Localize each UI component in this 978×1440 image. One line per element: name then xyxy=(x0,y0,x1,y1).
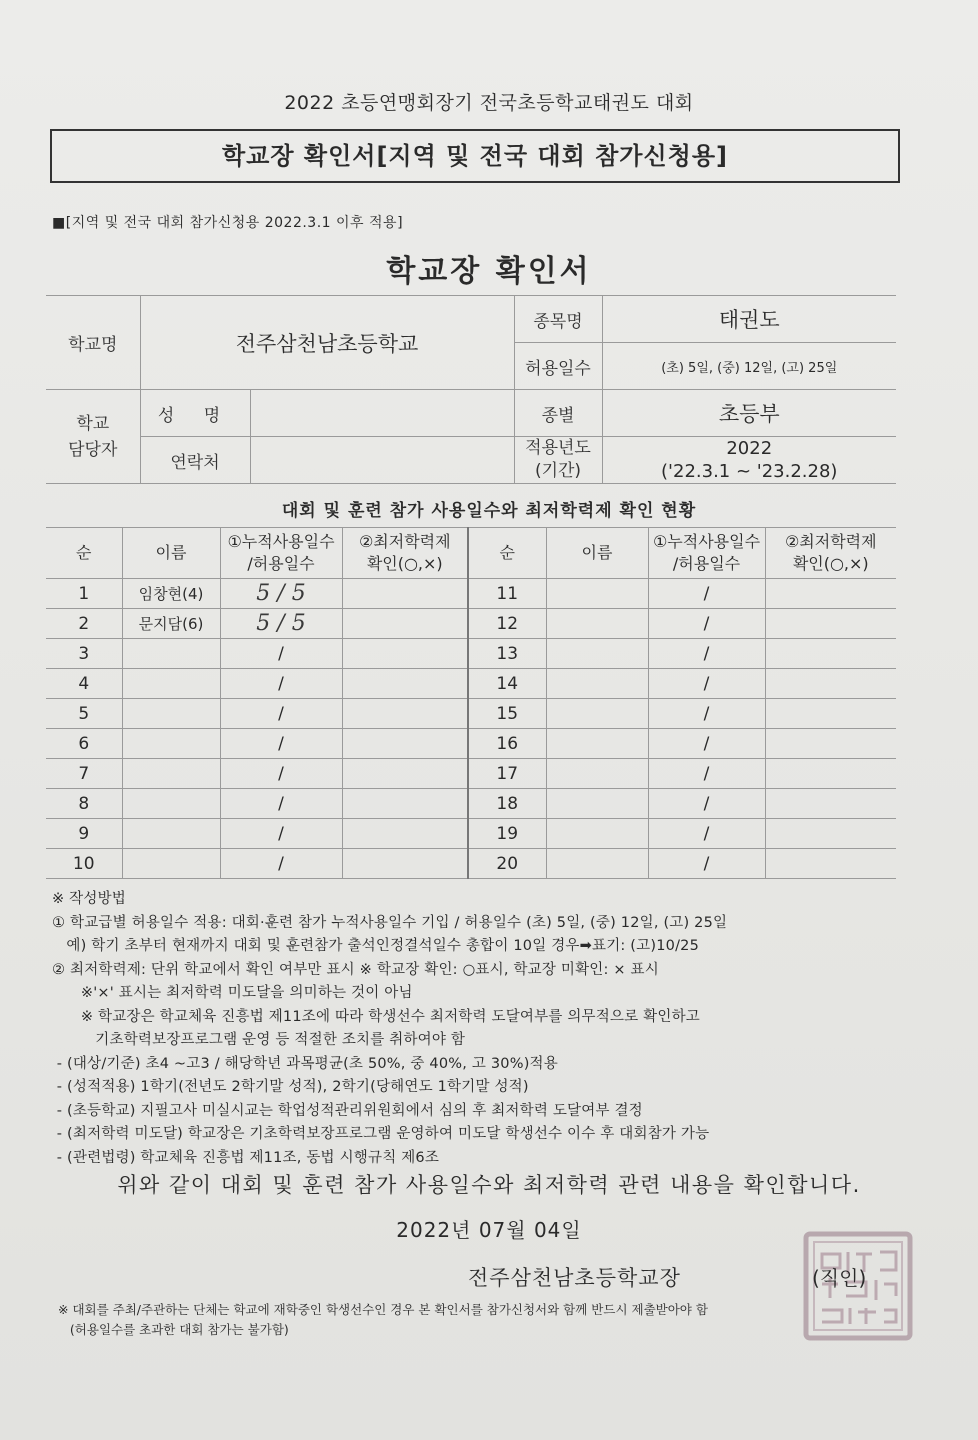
roster-header-row xyxy=(46,528,896,579)
header-days: ①누적사용일수 /허용일수 xyxy=(220,528,342,579)
year-period: ('22.3.1 ~ '23.2.28) xyxy=(661,461,838,482)
row-number: 7 xyxy=(46,759,122,789)
year-label: 적용년도 (기간) xyxy=(514,437,602,484)
student-name xyxy=(546,669,648,699)
used-days: / xyxy=(220,669,342,699)
academic-check xyxy=(765,759,896,789)
used-days: / xyxy=(220,759,342,789)
row-number: 4 xyxy=(46,669,122,699)
issue-date: 2022년 07월 04일 xyxy=(396,1218,582,1242)
academic-check xyxy=(765,669,896,699)
student-name xyxy=(546,639,648,669)
academic-check xyxy=(765,609,896,639)
school-info-table xyxy=(46,295,896,484)
row-number: 2 xyxy=(46,609,122,639)
instruction-line: ※ 학교장은 학교체육 진흥법 제11조에 따라 학생선수 최저학력 도달여부를 의무적으로 확인하고 xyxy=(52,1008,701,1025)
writing-instructions xyxy=(52,888,912,1170)
student-name: 문지담(6) xyxy=(122,609,220,639)
row-number: 6 xyxy=(46,729,122,759)
row-number: 8 xyxy=(46,789,122,819)
used-days: 5 / 5 xyxy=(220,609,342,639)
header-no-right: 순 xyxy=(468,528,546,579)
used-days: / xyxy=(220,849,342,879)
student-name xyxy=(122,789,220,819)
page-title: 학교장 확인서 xyxy=(386,254,592,289)
footnote xyxy=(58,1300,708,1340)
used-days: / xyxy=(648,729,765,759)
academic-check xyxy=(342,849,468,879)
row-number: 18 xyxy=(468,789,546,819)
table-row xyxy=(46,849,896,879)
seal-label: (직인) xyxy=(812,1266,867,1290)
row-number: 17 xyxy=(468,759,546,789)
used-days: / xyxy=(648,699,765,729)
student-name xyxy=(122,699,220,729)
academic-check xyxy=(765,699,896,729)
used-days: / xyxy=(220,699,342,729)
row-number: 13 xyxy=(468,639,546,669)
row-number: 9 xyxy=(46,819,122,849)
table-row xyxy=(46,729,896,759)
student-name xyxy=(122,669,220,699)
instruction-line: - (대상/기준) 초4 ~고3 / 해당학년 과목평균(초 50%, 중 40%, 고 30%)적용 xyxy=(52,1055,558,1072)
row-number: 1 xyxy=(46,579,122,609)
footnote-line: (허용일수를 초과한 대회 참가는 불가함) xyxy=(58,1322,289,1337)
row-number: 11 xyxy=(468,579,546,609)
division-value: 초등부 xyxy=(602,390,896,437)
used-days: / xyxy=(220,639,342,669)
academic-check xyxy=(765,639,896,669)
table-row xyxy=(46,759,896,789)
academic-check xyxy=(765,579,896,609)
school-label: 학교명 xyxy=(46,296,140,390)
header-check-right: ②최저학력제 확인(○,×) xyxy=(765,528,896,579)
instruction-line: ※'×' 표시는 최저학력 미도달을 의미하는 것이 아님 xyxy=(52,985,413,1001)
table-row xyxy=(46,639,896,669)
instruction-line: 예) 학기 초부터 현재까지 대회 및 훈련참가 출석인정결석일수 총합이 10일 경우➡표기: (고)10/25 xyxy=(52,938,700,954)
used-days: / xyxy=(648,639,765,669)
row-number: 14 xyxy=(468,669,546,699)
used-days: / xyxy=(648,669,765,699)
used-days: / xyxy=(648,609,765,639)
student-name xyxy=(122,639,220,669)
division-label: 종별 xyxy=(514,390,602,437)
row-number: 16 xyxy=(468,729,546,759)
academic-check xyxy=(765,789,896,819)
used-days: / xyxy=(220,729,342,759)
academic-check xyxy=(342,699,468,729)
row-number: 12 xyxy=(468,609,546,639)
event-title: 2022 초등연맹회장기 전국초등학교태권도 대회 xyxy=(284,92,694,114)
allowed-days-label: 허용일수 xyxy=(514,343,602,390)
instruction-line: ※ 작성방법 xyxy=(52,891,126,907)
sport-value: 태권도 xyxy=(602,296,896,343)
year-cell xyxy=(602,437,896,484)
academic-check xyxy=(342,789,468,819)
phone-label: 연락처 xyxy=(140,437,250,484)
phone-value xyxy=(250,437,514,484)
academic-check xyxy=(765,819,896,849)
header-name-right: 이름 xyxy=(546,528,648,579)
student-name: 임창현(4) xyxy=(122,579,220,609)
principal-name: 전주삼천남초등학교장 xyxy=(468,1266,681,1290)
header-no: 순 xyxy=(46,528,122,579)
year-value: 2022 xyxy=(726,438,773,459)
instruction-line: ① 학교급별 허용일수 적용: 대회·훈련 참가 누적사용일수 기입 / 허용일수 (초) 5일, (중) 12일, (고) 25일 xyxy=(52,914,728,931)
student-name xyxy=(546,759,648,789)
student-name xyxy=(122,819,220,849)
academic-check xyxy=(765,729,896,759)
application-note: ■[지역 및 전국 대회 참가신청용 2022.3.1 이후 적용] xyxy=(52,215,404,231)
student-name xyxy=(546,579,648,609)
row-number: 3 xyxy=(46,639,122,669)
academic-check xyxy=(342,729,468,759)
academic-check xyxy=(342,759,468,789)
student-name xyxy=(546,849,648,879)
academic-check xyxy=(342,639,468,669)
student-name xyxy=(122,849,220,879)
student-name xyxy=(122,759,220,789)
instruction-line: ② 최저학력제: 단위 학교에서 확인 여부만 표시 ※ 학교장 확인: ○표시, 학교장 미확인: × 표시 xyxy=(52,961,659,978)
student-name xyxy=(546,729,648,759)
used-days: / xyxy=(648,849,765,879)
instruction-line: - (관련법령) 학교체육 진흥법 제11조, 동법 시행규칙 제6조 xyxy=(52,1149,440,1166)
footnote-line: ※ 대회를 주최/주관하는 단체는 학교에 재학중인 학생선수인 경우 본 확인서를 참가신청서와 함께 반드시 제출받아야 함 xyxy=(58,1302,708,1317)
person-name-label: 성 명 xyxy=(140,390,250,437)
confirmation-statement: 위와 같이 대회 및 훈련 참가 사용일수와 최저학력 관련 내용을 확인합니다. xyxy=(117,1173,861,1197)
instruction-line: 기초학력보장프로그램 운영 등 적절한 조치를 취하여야 함 xyxy=(52,1032,466,1048)
student-name xyxy=(546,699,648,729)
table-row xyxy=(46,789,896,819)
instruction-line: - (최저학력 미도달) 학교장은 기초학력보장프로그램 운영하여 미도달 학생선수 이수 후 대회참가 가능 xyxy=(52,1126,710,1142)
header-name: 이름 xyxy=(122,528,220,579)
academic-check xyxy=(342,579,468,609)
academic-check xyxy=(765,849,896,879)
school-value: 전주삼천남초등학교 xyxy=(140,296,514,390)
table-row xyxy=(46,609,896,639)
used-days: / xyxy=(220,819,342,849)
table-row xyxy=(46,579,896,609)
table-row xyxy=(46,699,896,729)
academic-check xyxy=(342,669,468,699)
academic-check xyxy=(342,819,468,849)
student-name xyxy=(546,789,648,819)
allowed-days-value: (초) 5일, (중) 12일, (고) 25일 xyxy=(602,343,896,390)
table-row xyxy=(46,819,896,849)
used-days: 5 / 5 xyxy=(220,579,342,609)
row-number: 19 xyxy=(468,819,546,849)
academic-check xyxy=(342,609,468,639)
used-days: / xyxy=(648,789,765,819)
header-check: ②최저학력제 확인(○,×) xyxy=(342,528,468,579)
form-title-box: 학교장 확인서[지역 및 전국 대회 참가신청용] xyxy=(50,129,900,183)
used-days: / xyxy=(220,789,342,819)
row-number: 15 xyxy=(468,699,546,729)
instruction-line: - (초등학교) 지필고사 미실시교는 학업성적관리위원회에서 심의 후 최저학력 도달여부 결정 xyxy=(52,1102,643,1119)
student-name xyxy=(122,729,220,759)
contact-person-label: 학교 담당자 xyxy=(46,390,140,484)
used-days: / xyxy=(648,759,765,789)
student-name xyxy=(546,819,648,849)
roster-table xyxy=(46,527,896,879)
person-name-value xyxy=(250,390,514,437)
row-number: 10 xyxy=(46,849,122,879)
section-title: 대회 및 훈련 참가 사용일수와 최저학력제 확인 현황 xyxy=(281,501,697,521)
used-days: / xyxy=(648,579,765,609)
row-number: 20 xyxy=(468,849,546,879)
row-number: 5 xyxy=(46,699,122,729)
instruction-line: - (성적적용) 1학기(전년도 2학기말 성적), 2학기(당해연도 1학기말 성적) xyxy=(52,1079,529,1095)
student-name xyxy=(546,609,648,639)
table-row xyxy=(46,669,896,699)
header-days-right: ①누적사용일수 /허용일수 xyxy=(648,528,765,579)
used-days: / xyxy=(648,819,765,849)
sport-label: 종목명 xyxy=(514,296,602,343)
